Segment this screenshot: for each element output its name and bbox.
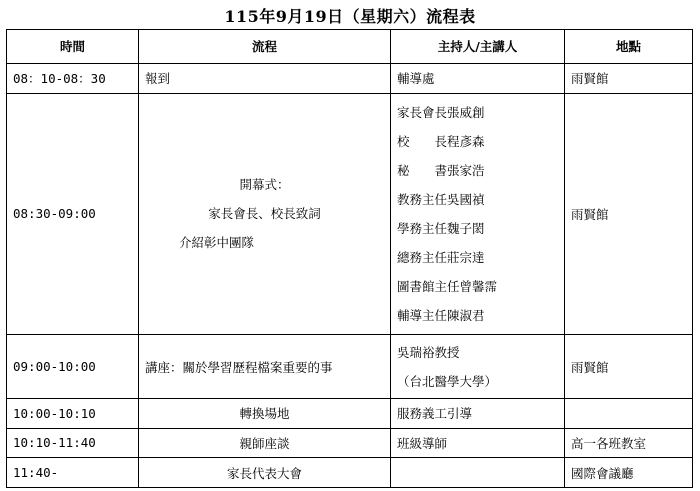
host-line: 家長會長張威創 — [397, 104, 485, 120]
row-location — [565, 398, 693, 428]
table-header-row — [7, 30, 693, 64]
table-row — [7, 93, 693, 335]
host-line: 總務主任莊宗達 — [397, 249, 485, 265]
row-host — [391, 93, 565, 335]
table-row — [7, 428, 693, 458]
row-process: 報到 — [139, 63, 391, 93]
table-row — [7, 458, 693, 488]
host-line: 秘 書張家浩 — [397, 162, 485, 178]
row-time: 10:10-11:40 — [7, 428, 139, 458]
host-line: 學務主任魏子閎 — [397, 220, 485, 236]
schedule-table — [6, 29, 693, 488]
row-location: 國際會議廳 — [565, 458, 693, 488]
process-line: 開幕式： — [239, 177, 290, 193]
row-host: 服務義工引導 — [391, 398, 565, 428]
row-location: 雨賢館 — [565, 63, 693, 93]
header-process: 流程 — [139, 30, 391, 64]
row-time: 11:40- — [7, 458, 139, 488]
page-title: 115年9月19日（星期六）流程表 — [224, 7, 476, 26]
row-process: 親師座談 — [139, 428, 391, 458]
process-line: 家長會長、校長致詞 — [208, 206, 321, 222]
header-host: 主持人/主講人 — [391, 30, 565, 64]
row-host: 輔導處 — [391, 63, 565, 93]
row-process: 家長代表大會 — [139, 458, 391, 488]
host-line: 輔導主任陳淑君 — [397, 307, 485, 323]
row-location: 高一各班教室 — [565, 428, 693, 458]
row-host — [391, 335, 565, 399]
row-process — [139, 93, 391, 335]
process-line: 介紹彰中團隊 — [179, 235, 255, 251]
host-line: 吳瑞裕教授 — [397, 344, 460, 360]
host-line: （台北醫學大學） — [397, 373, 498, 389]
row-time: 10:00-10:10 — [7, 398, 139, 428]
host-line: 圖書館主任曾馨霈 — [397, 278, 498, 294]
row-location: 雨賢館 — [565, 335, 693, 399]
header-time: 時間 — [7, 30, 139, 64]
host-line: 教務主任吳國禎 — [397, 191, 485, 207]
row-host — [391, 458, 565, 488]
header-location: 地點 — [565, 30, 693, 64]
row-time: 09:00-10:00 — [7, 335, 139, 399]
row-process: 講座：關於學習歷程檔案重要的事 — [139, 335, 391, 399]
row-location: 雨賢館 — [565, 93, 693, 335]
row-time: 08：10-08：30 — [7, 63, 139, 93]
row-process: 轉換場地 — [139, 398, 391, 428]
table-row — [7, 335, 693, 399]
table-row — [7, 63, 693, 93]
row-host: 班級導師 — [391, 428, 565, 458]
row-time: 08:30-09:00 — [7, 93, 139, 335]
host-line: 校 長程彥森 — [397, 133, 485, 149]
table-row — [7, 398, 693, 428]
